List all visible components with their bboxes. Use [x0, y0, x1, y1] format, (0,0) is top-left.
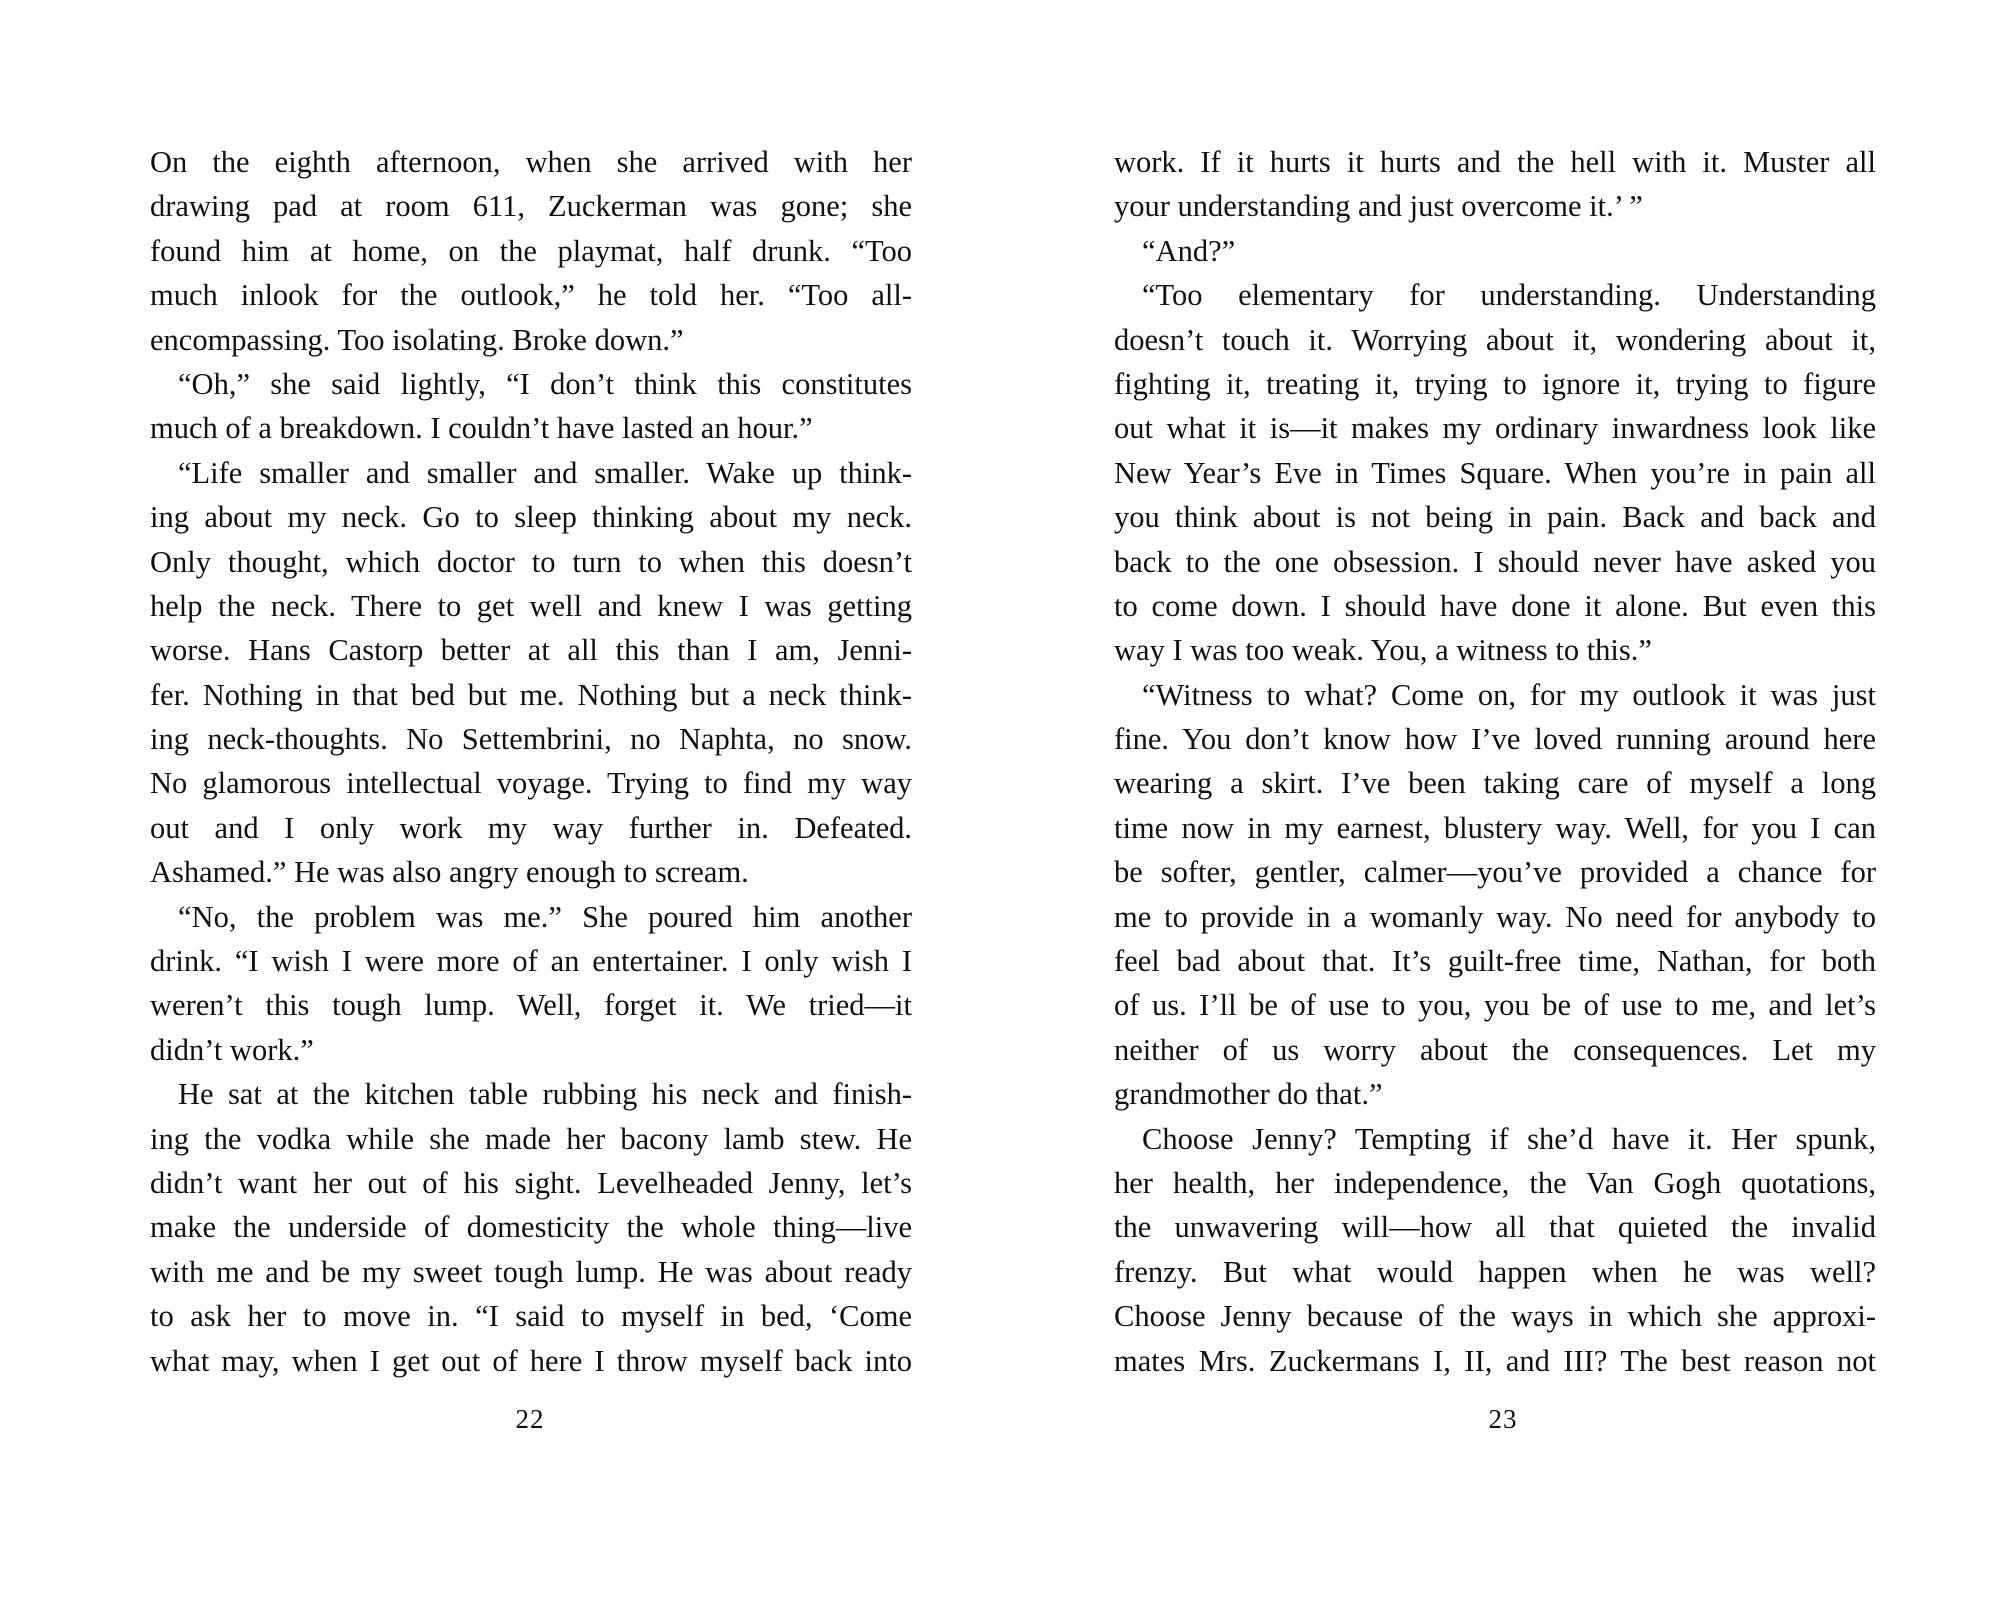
- text-line: “Too elementary for understanding. Understanding: [1142, 278, 1876, 313]
- text-line: wearing a skirt. I’ve been taking care of myself a long: [1114, 766, 1876, 801]
- text-line: encompassing. Too isolating. Broke down.”: [150, 322, 684, 357]
- text-line: of us. I’ll be of use to you, you be of use to me, and let’s: [1114, 988, 1876, 1023]
- text-line: fighting it, treating it, trying to ignore it, trying to figure: [1114, 366, 1876, 401]
- text-line: neither of us worry about the consequences. Let my: [1114, 1032, 1876, 1067]
- text-line: Only thought, which doctor to turn to when this doesn’t: [150, 544, 912, 579]
- text-line: ing neck-thoughts. No Settembrini, no Naphta, no snow.: [150, 722, 912, 757]
- text-line: mates Mrs. Zuckermans I, II, and III? The best reason not: [1114, 1343, 1876, 1378]
- text-line: be softer, gentler, calmer—you’ve provided a chance for: [1114, 855, 1876, 890]
- text-line: much of a breakdown. I couldn’t have lasted an hour.”: [150, 411, 813, 446]
- text-line: drink. “I wish I were more of an entertainer. I only wish I: [150, 944, 912, 979]
- text-line: “And?”: [1142, 233, 1236, 268]
- text-line: fine. You don’t know how I’ve loved running around here: [1114, 722, 1876, 757]
- text-line: didn’t want her out of his sight. Levelheaded Jenny, let’s: [150, 1165, 912, 1200]
- text-line: way I was too weak. You, a witness to this.”: [1114, 633, 1652, 668]
- left-page-number: 22: [515, 1404, 545, 1434]
- text-line: back to the one obsession. I should never have asked you: [1114, 544, 1876, 579]
- text-line: On the eighth afternoon, when she arrived with her: [150, 145, 912, 179]
- text-line: ing about my neck. Go to sleep thinking about my neck.: [150, 500, 912, 535]
- text-line: make the underside of domesticity the whole thing—live: [150, 1210, 912, 1245]
- text-line: her health, her independence, the Van Gogh quotations,: [1114, 1165, 1876, 1200]
- text-line: your understanding and just overcome it.’ ”: [1114, 189, 1643, 224]
- text-line: New Year’s Eve in Times Square. When you’re in pain all: [1114, 455, 1876, 490]
- text-line: “Oh,” she said lightly, “I don’t think this constitutes: [178, 366, 912, 401]
- text-line: doesn’t touch it. Worrying about it, wondering about it,: [1114, 322, 1876, 357]
- text-line: much inlook for the outlook,” he told her. “Too all-: [150, 278, 912, 313]
- text-line: me to provide in a womanly way. No need for anybody to: [1114, 899, 1876, 934]
- text-line: time now in my earnest, blustery way. Well, for you I can: [1114, 810, 1876, 845]
- right-page-text: [1114, 140, 1876, 1383]
- text-line: weren’t this tough lump. Well, forget it. We tried—it: [150, 988, 912, 1023]
- text-line: work. If it hurts it hurts and the hell with it. Muster all: [1114, 145, 1876, 179]
- text-line: help the neck. There to get well and knew I was getting: [150, 588, 912, 623]
- text-line: the unwavering will—how all that quieted the invalid: [1114, 1210, 1876, 1245]
- text-line: Ashamed.” He was also angry enough to scream.: [150, 855, 749, 890]
- text-line: drawing pad at room 611, Zuckerman was gone; she: [150, 189, 912, 224]
- text-line: “No, the problem was me.” She poured him another: [178, 899, 912, 934]
- text-line: with me and be my sweet tough lump. He was about ready: [150, 1254, 912, 1289]
- text-line: out what it is—it makes my ordinary inwardness look like: [1114, 411, 1876, 446]
- text-line: No glamorous intellectual voyage. Trying to find my way: [150, 766, 912, 801]
- text-line: Choose Jenny? Tempting if she’d have it. Her spunk,: [1142, 1121, 1876, 1156]
- left-page-text: [150, 140, 912, 1383]
- text-line: to ask her to move in. “I said to myself in bed, ‘Come: [150, 1299, 912, 1334]
- text-line: frenzy. But what would happen when he was well?: [1114, 1254, 1876, 1289]
- text-line: fer. Nothing in that bed but me. Nothing but a neck think-: [150, 677, 912, 712]
- text-line: feel bad about that. It’s guilt-free time, Nathan, for both: [1114, 944, 1876, 979]
- text-line: didn’t work.”: [150, 1032, 314, 1067]
- text-line: grandmother do that.”: [1114, 1077, 1383, 1112]
- text-line: “Life smaller and smaller and smaller. Wake up think-: [178, 455, 912, 490]
- text-line: what may, when I get out of here I throw myself back into: [150, 1343, 912, 1378]
- text-line: Choose Jenny because of the ways in which she approxi-: [1114, 1299, 1876, 1334]
- text-line: out and I only work my way further in. Defeated.: [150, 810, 912, 845]
- text-line: He sat at the kitchen table rubbing his neck and finish-: [178, 1077, 912, 1112]
- text-line: “Witness to what? Come on, for my outlook it was just: [1142, 677, 1876, 712]
- text-line: to come down. I should have done it alone. But even this: [1114, 588, 1876, 623]
- text-line: found him at home, on the playmat, half drunk. “Too: [150, 233, 912, 268]
- text-line: you think about is not being in pain. Back and back and: [1114, 500, 1876, 535]
- right-page-number: 23: [1488, 1404, 1518, 1434]
- text-line: worse. Hans Castorp better at all this than I am, Jenni-: [150, 633, 912, 668]
- text-line: ing the vodka while she made her bacony lamb stew. He: [150, 1121, 912, 1156]
